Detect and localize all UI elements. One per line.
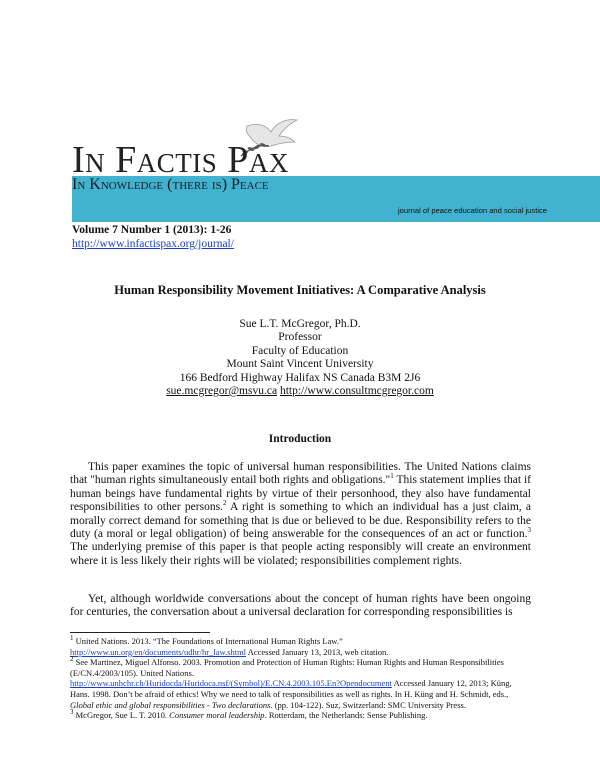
author-website-link[interactable]: http://www.consultmcgregor.com [279,385,434,398]
footnote-1-link[interactable]: http://www.un.org/en/documents/udhr/hr_law.shtml [70,646,247,657]
footnote-1-tail: Accessed January 13, 2013, web citation. [246,646,389,657]
author-block [0,318,600,398]
footnote-ref-2[interactable]: 2 [222,499,227,508]
author-address: 166 Bedford Highway Halifax NS Canada B3M 2J6 [179,371,421,384]
footnote-3-number: 3 [70,708,74,717]
p1-part-d: The underlying premise of this paper is that people acting responsibly will create an environment where it is less likely their rights will be violated; responsibilities complement rights. [70,541,531,567]
masthead-title: In Factis Pax [72,139,289,181]
body-paragraph-2: Yet, although worldwide conversations about the concept of human rights have been ongoing for centuries, the conversation about a universal declaration for corresponding responsibilities is [70,593,531,619]
masthead-tagline: journal of peace education and social justice [398,206,548,215]
author-contact [0,385,600,398]
footnote-1 [70,636,533,657]
footnote-3-end: . Rotterdam, the Netherlands: Sense Publishing. [264,710,428,721]
volume-info: Volume 7 Number 1 (2013): 1-26 [72,224,232,236]
author-name: Sue L.T. McGregor, Ph.D. [239,318,361,330]
footnotes [70,636,533,721]
p1-part-b: This statement implies that if human beings have fundamental rights by virtue of their personhood, they also have fundamental responsibilities to other persons. [70,474,531,514]
footnote-1-number: 1 [70,634,74,643]
footnote-2-text: See Martinez, Miguel Alfonso. 2003. Promotion and Protection of Human Rights: Human Rights and Human Responsibilities (E/CN.4/2003/105). United Nations. [70,657,504,678]
footnote-3 [70,710,533,721]
footnote-ref-1[interactable]: 1 [390,472,394,481]
author-faculty: Faculty of Education [251,344,349,357]
footnote-2-link[interactable]: http://www.unhchr.ch/Huridocda/Huridoca.nsf/(Symbol)/E.CN.4.2003.105.En?Opendocument [70,678,392,689]
article-title: Human Responsibility Movement Initiatives: A Comparative Analysis [114,283,486,297]
masthead-subtitle: In Knowledge (there is) Peace [72,176,269,193]
footnote-ref-3[interactable]: 3 [527,526,531,535]
footnote-2-tail: Accessed January 12, 2013; Küng, Hans. 1998. Don’t be afraid of ethics! Why we need to talk of responsibilities as well as rights. In H. Küng and H. Schmidt, eds., [70,678,512,699]
p1-part-a: This paper examines the topic of universal human responsibilities. The United Nations claims that "human rights simultaneously entail both rights and obligations." [70,461,531,487]
footnote-3-italic: Consumer moral leadership [169,710,265,721]
footnote-3-text: McGregor, Sue L. T. 2010. [73,710,170,721]
footnote-2-end: (pp. 104-122). Suz, Switzerland: SMC University Press. [272,699,466,710]
author-position: Professor [278,331,322,344]
footnote-2-number: 2 [70,655,74,664]
author-university: Mount Saint Vincent University [226,358,374,371]
body-paragraph-1 [70,461,531,568]
footnote-2-italic: Global ethic and global responsibilities - Two declarations. [70,699,273,710]
section-heading: Introduction [268,433,332,445]
footnote-divider [70,632,210,633]
journal-link[interactable]: http://www.infactispax.org/journal/ [72,238,234,250]
footnote-2 [70,657,533,710]
author-email-link[interactable]: sue.mcgregor@msvu.ca [166,385,278,398]
p1-part-c: A right is something to which an individual has a just claim, a morally correct demand for something that is due or believed to be due. Responsibility refers to the duty (a moral or legal obligation) of being answerable for the consequences of an act or function. [70,501,531,541]
footnote-1-text: United Nations. 2013. “The Foundations of International Human Rights Law.” [73,636,343,646]
